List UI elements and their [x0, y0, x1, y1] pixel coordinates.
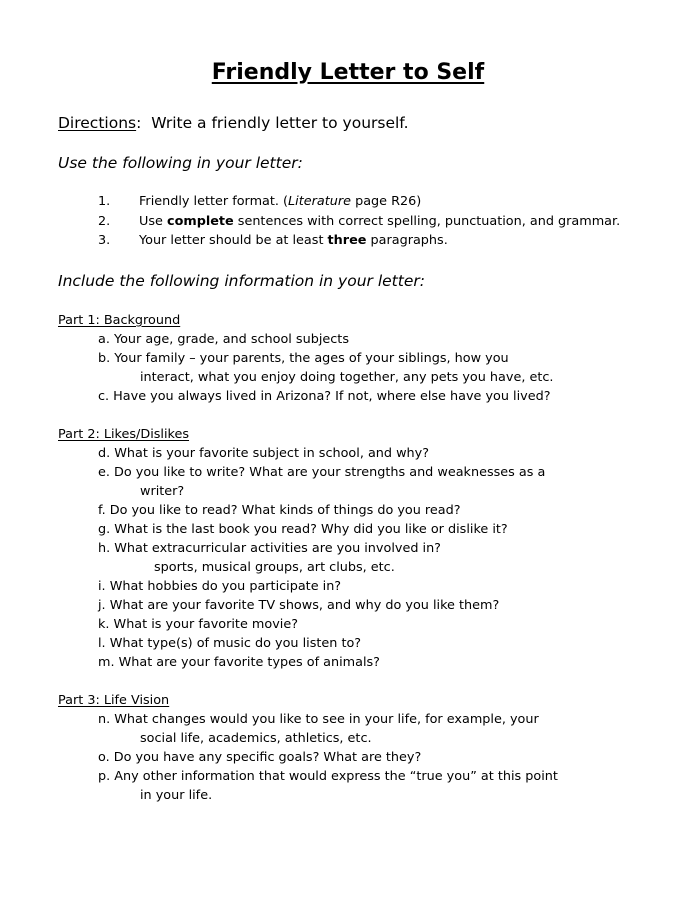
include-heading: Include the following information in your letter: [58, 272, 425, 290]
list-item-i: i. What hobbies do you participate in? [98, 579, 342, 594]
numbered-item-text: Your letter should be at least three paragraphs. [139, 233, 448, 248]
directions-line [58, 114, 409, 132]
part1-heading: Part 1: Background [58, 313, 181, 328]
directions-label: Directions [58, 114, 137, 132]
list-item-h: h. What extracurricular activities are you involved in? [98, 541, 441, 556]
list-item-j: j. What are your favorite TV shows, and why do you like them? [98, 598, 500, 613]
directions-colon: : [136, 114, 142, 132]
part3-heading: Part 3: Life Vision [58, 693, 170, 708]
list-item-f: f. Do you like to read? What kinds of things do you read? [98, 503, 461, 518]
list-item-d: d. What is your favorite subject in school, and why? [98, 446, 430, 461]
list-item-o: o. Do you have any specific goals? What are they? [98, 750, 422, 765]
directions-text: Write a friendly letter to yourself. [151, 114, 409, 132]
list-item-m: m. What are your favorite types of animals? [98, 655, 380, 670]
list-item-b: b. Your family – your parents, the ages of your siblings, how you [98, 351, 509, 366]
list-item-g: g. What is the last book you read? Why did you like or dislike it? [98, 522, 508, 537]
numbered-item-number: 3. [98, 233, 111, 248]
numbered-item-1 [0, 194, 696, 212]
list-item-a: a. Your age, grade, and school subjects [98, 332, 349, 347]
numbered-item-2 [0, 214, 696, 232]
list-item-b-continued: interact, what you enjoy doing together, any pets you have, etc. [140, 370, 554, 385]
numbered-item-text: Use complete sentences with correct spelling, punctuation, and grammar. [139, 214, 621, 229]
list-item-n: n. What changes would you like to see in your life, for example, your [98, 712, 539, 727]
list-item-c: c. Have you always lived in Arizona? If not, where else have you lived? [98, 389, 551, 404]
part2-heading: Part 2: Likes/Dislikes [58, 427, 190, 442]
list-item-k: k. What is your favorite movie? [98, 617, 298, 632]
numbered-item-3 [0, 233, 696, 251]
page-title: Friendly Letter to Self [211, 60, 485, 85]
use-heading: Use the following in your letter: [58, 154, 303, 172]
numbered-item-number: 1. [98, 194, 111, 209]
list-item-l: l. What type(s) of music do you listen to? [98, 636, 362, 651]
numbered-item-text: Friendly letter format. (Literature page R26) [139, 194, 422, 209]
list-item-p-continued: in your life. [140, 788, 213, 803]
list-item-p: p. Any other information that would express the “true you” at this point [98, 769, 558, 784]
list-item-e: e. Do you like to write? What are your strengths and weaknesses as a [98, 465, 546, 480]
numbered-item-number: 2. [98, 214, 111, 229]
list-item-h-continued: sports, musical groups, art clubs, etc. [154, 560, 395, 575]
list-item-e-continued: writer? [140, 484, 185, 499]
list-item-n-continued: social life, academics, athletics, etc. [140, 731, 372, 746]
